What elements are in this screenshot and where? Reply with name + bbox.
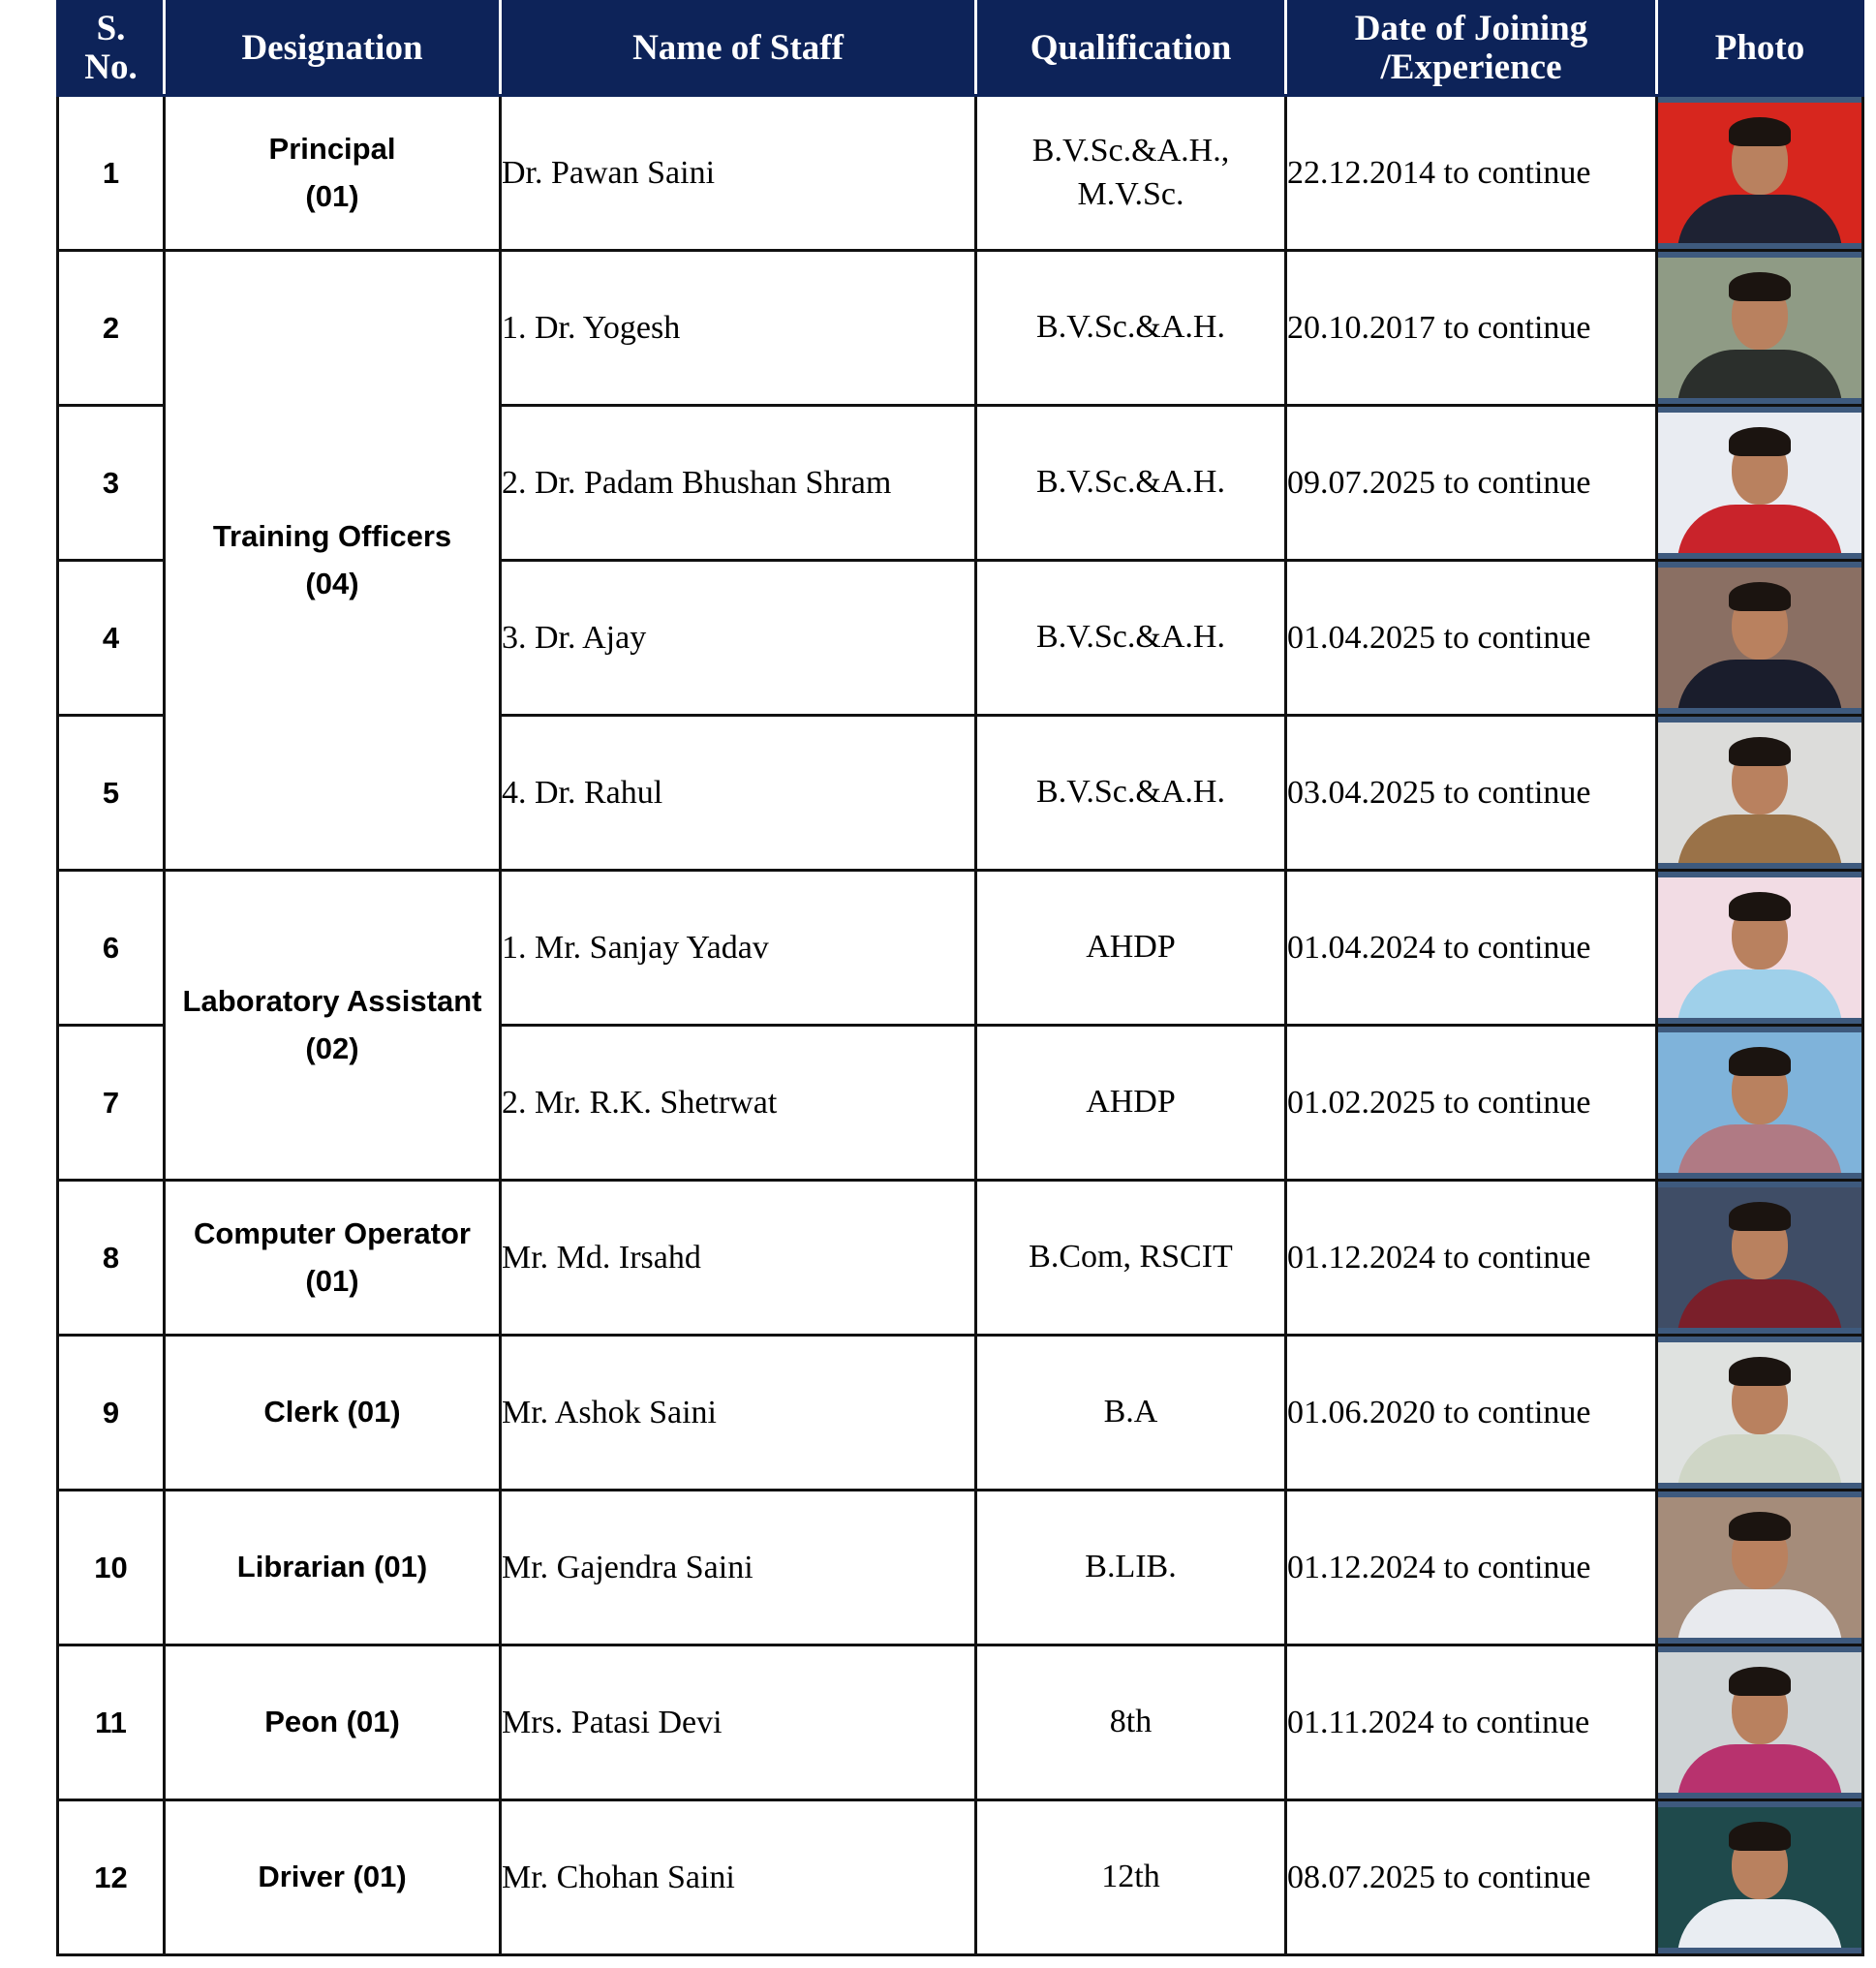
designation-cell bbox=[165, 251, 501, 871]
designation-count: (04) bbox=[305, 566, 359, 600]
qualification-cell: B.V.Sc.&A.H. bbox=[976, 561, 1286, 716]
sno-cell: 12 bbox=[58, 1800, 165, 1955]
joining-date-cell: 01.04.2024 to continue bbox=[1286, 871, 1657, 1026]
header-sno-line2: No. bbox=[84, 47, 138, 87]
staff-name-cell: Mr. Gajendra Saini bbox=[501, 1491, 976, 1645]
table-row bbox=[58, 251, 1863, 406]
staff-name-cell: Mr. Ashok Saini bbox=[501, 1336, 976, 1491]
qualification-cell: 8th bbox=[976, 1645, 1286, 1800]
staff-name-cell: Mrs. Patasi Devi bbox=[501, 1645, 976, 1800]
staff-photo-cell bbox=[1657, 406, 1863, 561]
table-row bbox=[58, 871, 1863, 1026]
staff-name-cell: 2. Dr. Padam Bhushan Shram bbox=[501, 406, 976, 561]
header-photo: Photo bbox=[1657, 2, 1863, 96]
staff-photo bbox=[1658, 877, 1861, 1018]
staff-photo bbox=[1658, 1652, 1861, 1793]
staff-name-cell: Mr. Md. Irsahd bbox=[501, 1181, 976, 1336]
sno-cell: 11 bbox=[58, 1645, 165, 1800]
designation-count: (02) bbox=[305, 1030, 359, 1065]
sno-cell: 5 bbox=[58, 716, 165, 871]
staff-photo bbox=[1658, 1342, 1861, 1483]
sno-cell: 1 bbox=[58, 96, 165, 251]
qualification-cell: B.V.Sc.&A.H. bbox=[976, 251, 1286, 406]
header-row bbox=[58, 2, 1863, 96]
header-date bbox=[1286, 2, 1657, 96]
header-designation: Designation bbox=[165, 2, 501, 96]
staff-photo-cell bbox=[1657, 1336, 1863, 1491]
joining-date-cell: 09.07.2025 to continue bbox=[1286, 406, 1657, 561]
designation-title: Training Officers bbox=[212, 519, 452, 554]
qualification-cell: B.V.Sc.&A.H. bbox=[976, 406, 1286, 561]
qualification-cell: B.LIB. bbox=[976, 1491, 1286, 1645]
table-row bbox=[58, 1645, 1863, 1800]
staff-name-cell: Mr. Chohan Saini bbox=[501, 1800, 976, 1955]
staff-photo bbox=[1658, 258, 1861, 398]
table-row bbox=[58, 96, 1863, 251]
staff-photo-cell bbox=[1657, 1800, 1863, 1955]
header-date-line1: Date of Joining bbox=[1354, 9, 1588, 49]
designation-count: (01) bbox=[305, 178, 359, 213]
staff-photo-cell bbox=[1657, 96, 1863, 251]
staff-photo-cell bbox=[1657, 1491, 1863, 1645]
qualification-cell: 12th bbox=[976, 1800, 1286, 1955]
joining-date-cell: 01.12.2024 to continue bbox=[1286, 1181, 1657, 1336]
sno-cell: 7 bbox=[58, 1026, 165, 1181]
staff-name-cell: 1. Dr. Yogesh bbox=[501, 251, 976, 406]
staff-photo bbox=[1658, 1032, 1861, 1173]
table-row bbox=[58, 1491, 1863, 1645]
qualification-line: M.V.Sc. bbox=[1077, 175, 1184, 212]
sno-cell: 10 bbox=[58, 1491, 165, 1645]
sno-cell: 8 bbox=[58, 1181, 165, 1336]
staff-photo bbox=[1658, 103, 1861, 243]
staff-name-cell: Dr. Pawan Saini bbox=[501, 96, 976, 251]
sno-cell: 9 bbox=[58, 1336, 165, 1491]
qualification-cell: AHDP bbox=[976, 871, 1286, 1026]
staff-photo-cell bbox=[1657, 1026, 1863, 1181]
designation-cell: Peon (01) bbox=[165, 1645, 501, 1800]
staff-photo bbox=[1658, 413, 1861, 553]
staff-photo-cell bbox=[1657, 871, 1863, 1026]
designation-cell bbox=[165, 1181, 501, 1336]
staff-name-cell: 1. Mr. Sanjay Yadav bbox=[501, 871, 976, 1026]
staff-photo-cell bbox=[1657, 561, 1863, 716]
joining-date-cell: 01.12.2024 to continue bbox=[1286, 1491, 1657, 1645]
designation-title: Principal bbox=[268, 132, 396, 167]
qualification-cell: B.Com, RSCIT bbox=[976, 1181, 1286, 1336]
sno-cell: 3 bbox=[58, 406, 165, 561]
designation-title: Laboratory Assistant bbox=[182, 984, 482, 1019]
designation-cell: Driver (01) bbox=[165, 1800, 501, 1955]
joining-date-cell: 01.06.2020 to continue bbox=[1286, 1336, 1657, 1491]
qualification-line: B.V.Sc.&A.H., bbox=[1031, 133, 1230, 169]
joining-date-cell: 08.07.2025 to continue bbox=[1286, 1800, 1657, 1955]
header-date-line2: /Experience bbox=[1380, 47, 1562, 87]
designation-count: (01) bbox=[305, 1263, 359, 1298]
staff-table bbox=[56, 0, 1864, 1956]
staff-name-cell: 2. Mr. R.K. Shetrwat bbox=[501, 1026, 976, 1181]
staff-photo-cell bbox=[1657, 1645, 1863, 1800]
designation-cell bbox=[165, 96, 501, 251]
table-row bbox=[58, 1800, 1863, 1955]
staff-name-cell: 4. Dr. Rahul bbox=[501, 716, 976, 871]
designation-cell bbox=[165, 871, 501, 1181]
qualification-cell: AHDP bbox=[976, 1026, 1286, 1181]
designation-cell: Clerk (01) bbox=[165, 1336, 501, 1491]
joining-date-cell: 03.04.2025 to continue bbox=[1286, 716, 1657, 871]
sno-cell: 2 bbox=[58, 251, 165, 406]
table-row bbox=[58, 1336, 1863, 1491]
joining-date-cell: 20.10.2017 to continue bbox=[1286, 251, 1657, 406]
joining-date-cell: 01.02.2025 to continue bbox=[1286, 1026, 1657, 1181]
header-sno bbox=[58, 2, 165, 96]
header-name: Name of Staff bbox=[501, 2, 976, 96]
staff-photo bbox=[1658, 723, 1861, 863]
joining-date-cell: 01.04.2025 to continue bbox=[1286, 561, 1657, 716]
table-row bbox=[58, 1181, 1863, 1336]
designation-title: Computer Operator bbox=[194, 1216, 471, 1251]
sno-cell: 6 bbox=[58, 871, 165, 1026]
staff-photo bbox=[1658, 1187, 1861, 1328]
header-qualification: Qualification bbox=[976, 2, 1286, 96]
staff-photo bbox=[1658, 1807, 1861, 1948]
joining-date-cell: 01.11.2024 to continue bbox=[1286, 1645, 1657, 1800]
staff-name-cell: 3. Dr. Ajay bbox=[501, 561, 976, 716]
header-sno-line1: S. bbox=[96, 9, 126, 49]
sno-cell: 4 bbox=[58, 561, 165, 716]
qualification-cell: B.A bbox=[976, 1336, 1286, 1491]
staff-photo-cell bbox=[1657, 1181, 1863, 1336]
designation-cell: Librarian (01) bbox=[165, 1491, 501, 1645]
joining-date-cell: 22.12.2014 to continue bbox=[1286, 96, 1657, 251]
staff-photo bbox=[1658, 1497, 1861, 1638]
staff-photo-cell bbox=[1657, 716, 1863, 871]
staff-photo-cell bbox=[1657, 251, 1863, 406]
qualification-cell bbox=[976, 96, 1286, 251]
qualification-cell: B.V.Sc.&A.H. bbox=[976, 716, 1286, 871]
staff-photo bbox=[1658, 568, 1861, 708]
